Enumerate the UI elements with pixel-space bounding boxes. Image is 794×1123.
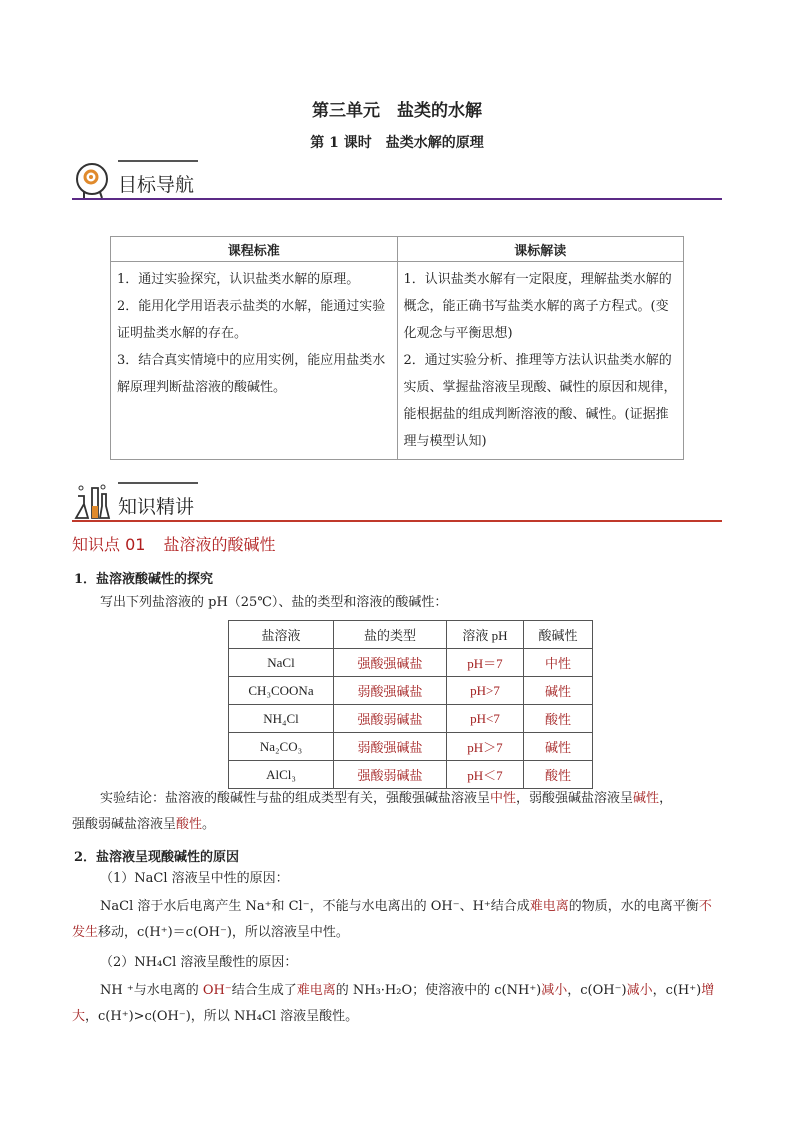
standard-item: 2．能用化学用语表示盐类的水解，能通过实验证明盐类水解的存在。: [117, 299, 386, 341]
subheading-nh4cl: （2）NH₄Cl 溶液呈酸性的原因：: [100, 955, 298, 970]
solution-ph: pH＜7: [447, 761, 524, 789]
solution-ph: pH＞7: [447, 733, 524, 761]
section-title-goals: 目标导航: [118, 174, 195, 196]
salt-formula: Na₂CO₃: [229, 733, 334, 761]
salt-header: 盐溶液: [229, 621, 334, 649]
interpretation-cell: [397, 262, 684, 460]
heading-exploration: 1．盐溶液酸碱性的探究: [74, 572, 214, 587]
acid-base-nature: 酸性: [524, 761, 593, 789]
section-header-goals: [72, 164, 722, 200]
table-row: [229, 677, 593, 705]
section-header-knowledge: [72, 486, 722, 522]
interpretation-item: 1．认识盐类水解有一定限度，理解盐类水解的概念，能正确书写盐类水解的离子方程式。(变化观念与平衡思想): [403, 272, 672, 341]
salt-header: 溶液 pH: [447, 621, 524, 649]
table-row: [229, 649, 593, 677]
intro-text: 写出下列盐溶液的 pH（25℃）、盐的类型和溶液的酸碱性：: [100, 595, 448, 610]
salt-formula: NH₄Cl: [229, 705, 334, 733]
salt-type: 强酸强碱盐: [334, 649, 447, 677]
experiment-conclusion: 实验结论：盐溶液的酸碱性与盐的组成类型有关，强酸强碱盐溶液呈中性，弱酸强碱盐溶液呈碱性， 强酸弱碱盐溶液呈酸性。: [72, 791, 673, 832]
section-title-knowledge: 知识精讲: [118, 496, 195, 518]
table-row: [229, 761, 593, 789]
knowledge-point-number: 知识点 01: [72, 535, 146, 554]
interpretation-item: 2．通过实验分析、推理等方法认识盐类水解的实质、掌握盐溶液呈现酸、碱性的原因和规律，能根据盐的组成判断溶液的酸、碱性。(证据推理与模型认知): [403, 353, 677, 449]
paragraph-nacl: NaCl 溶于水后电离产生 Na⁺和 Cl⁻，不能与水电离出的 OH⁻、H⁺结合成难电离的物质，水的电离平衡不发生移动，c(H⁺)＝c(OH⁻)，所以溶液呈中性。: [72, 899, 712, 940]
salt-type: 强酸弱碱盐: [334, 705, 447, 733]
salt-header: 盐的类型: [334, 621, 447, 649]
header-course-standard: 课程标准: [111, 237, 398, 262]
page-title: 第三单元 盐类的水解: [312, 101, 482, 121]
knowledge-point-heading: [72, 532, 293, 555]
standard-item: 3．结合真实情境中的应用实例，能应用盐类水解原理判断盐溶液的酸碱性。: [117, 353, 386, 395]
acid-base-nature: 中性: [524, 649, 593, 677]
acid-base-nature: 酸性: [524, 705, 593, 733]
table-row: [229, 705, 593, 733]
head-gear-icon: [74, 162, 110, 200]
salt-type: 弱酸强碱盐: [334, 677, 447, 705]
salt-table: [228, 620, 593, 789]
salt-formula: CH₃COONa: [229, 677, 334, 705]
knowledge-point-title: 盐溶液的酸碱性: [163, 535, 276, 554]
table-row: [229, 733, 593, 761]
standards-table: [110, 236, 684, 460]
lesson-subtitle: 第 1 课时 盐类水解的原理: [310, 135, 484, 151]
salt-type: 弱酸强碱盐: [334, 733, 447, 761]
salt-formula: AlCl₃: [229, 761, 334, 789]
subheading-nacl: （1）NaCl 溶液呈中性的原因：: [100, 871, 289, 886]
acid-base-nature: 碱性: [524, 733, 593, 761]
acid-base-nature: 碱性: [524, 677, 593, 705]
solution-ph: pH<7: [447, 705, 524, 733]
solution-ph: pH>7: [447, 677, 524, 705]
heading-reasons: 2．盐溶液呈现酸碱性的原因: [74, 850, 240, 865]
course-standard-cell: [111, 262, 398, 460]
standard-item: 1．通过实验探究，认识盐类水解的原理。: [117, 272, 360, 287]
header-standard-interpretation: 课标解读: [397, 237, 684, 262]
salt-header: 酸碱性: [524, 621, 593, 649]
solution-ph: pH＝7: [447, 649, 524, 677]
salt-type: 强酸弱碱盐: [334, 761, 447, 789]
salt-formula: NaCl: [229, 649, 334, 677]
lab-flask-icon: [72, 482, 112, 522]
paragraph-nh4cl: NH ⁺与水电离的 OH⁻结合生成了难电离的 NH₃·H₂O；使溶液中的 c(NH⁺)减小，c(OH⁻)减小，c(H⁺)增大，c(H⁺)>c(OH⁻)，所以 NH₄Cl 溶液呈酸性。: [72, 983, 715, 1024]
